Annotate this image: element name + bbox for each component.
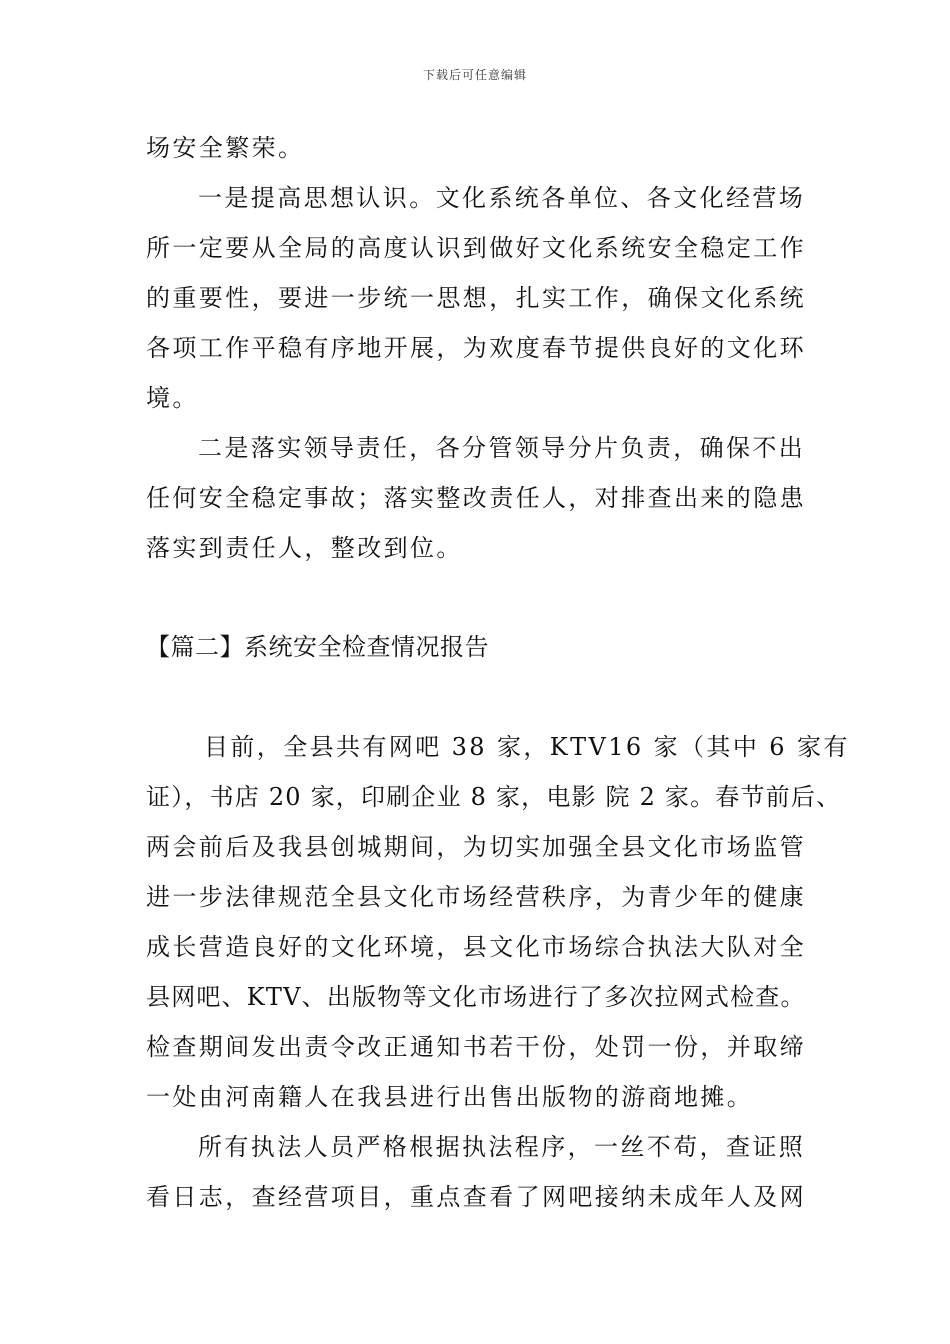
paragraph-line: 所有执法人员严格根据执法程序，一丝不苟，查证照 <box>198 1133 806 1161</box>
paragraph-line: 证），书店 20 家，印刷企业 8 家，电影 院 2 家。春节前后、 <box>146 783 842 811</box>
paragraph-line: 看日志，查经营项目，重点查看了网吧接纳未成年人及网 <box>146 1183 806 1211</box>
paragraph-line: 所一定要从全局的高度认识到做好文化系统安全稳定工作 <box>146 234 806 262</box>
paragraph-line: 检查期间发出责令改正通知书若干份，处罚一份，并取缔 <box>146 1033 806 1061</box>
paragraph-line: 一处由河南籍人在我县进行出售出版物的游商地摊。 <box>146 1083 754 1111</box>
paragraph-line: 场安全繁荣。 <box>146 134 305 162</box>
paragraph-line: 的重要性，要进一步统一思想，扎实工作，确保文化系统 <box>146 284 806 312</box>
section-heading: 【篇二】系统安全检查情况报告 <box>146 633 489 661</box>
paragraph-line: 各项工作平稳有序地开展，为欢度春节提供良好的文化环 <box>146 334 806 362</box>
paragraph-line: 任何安全稳定事故；落实整改责任人，对排查出来的隐患 <box>146 484 806 512</box>
paragraph-line: 进一步法律规范全县文化市场经营秩序，为青少年的健康 <box>146 883 806 911</box>
paragraph-line: 二是落实领导责任，各分管领导分片负责，确保不出 <box>198 434 806 462</box>
paragraph-line: 县网吧、KTV、出版物等文化市场进行了多次拉网式检查。 <box>146 983 806 1011</box>
paragraph-line: 成长营造良好的文化环境，县文化市场综合执法大队对全 <box>146 933 806 961</box>
paragraph-line: 一是提高思想认识。文化系统各单位、各文化经营场 <box>198 184 806 212</box>
paragraph-line: 两会前后及我县创城期间，为切实加强全县文化市场监管 <box>146 833 806 861</box>
paragraph-line: 目前，全县共有网吧 38 家，KTV16 家（其中 6 家有 <box>204 733 850 761</box>
header-note: 下载后可任意编辑 <box>422 68 527 82</box>
paragraph-line: 落实到责任人，整改到位。 <box>146 534 463 562</box>
paragraph-line: 境。 <box>146 384 199 412</box>
